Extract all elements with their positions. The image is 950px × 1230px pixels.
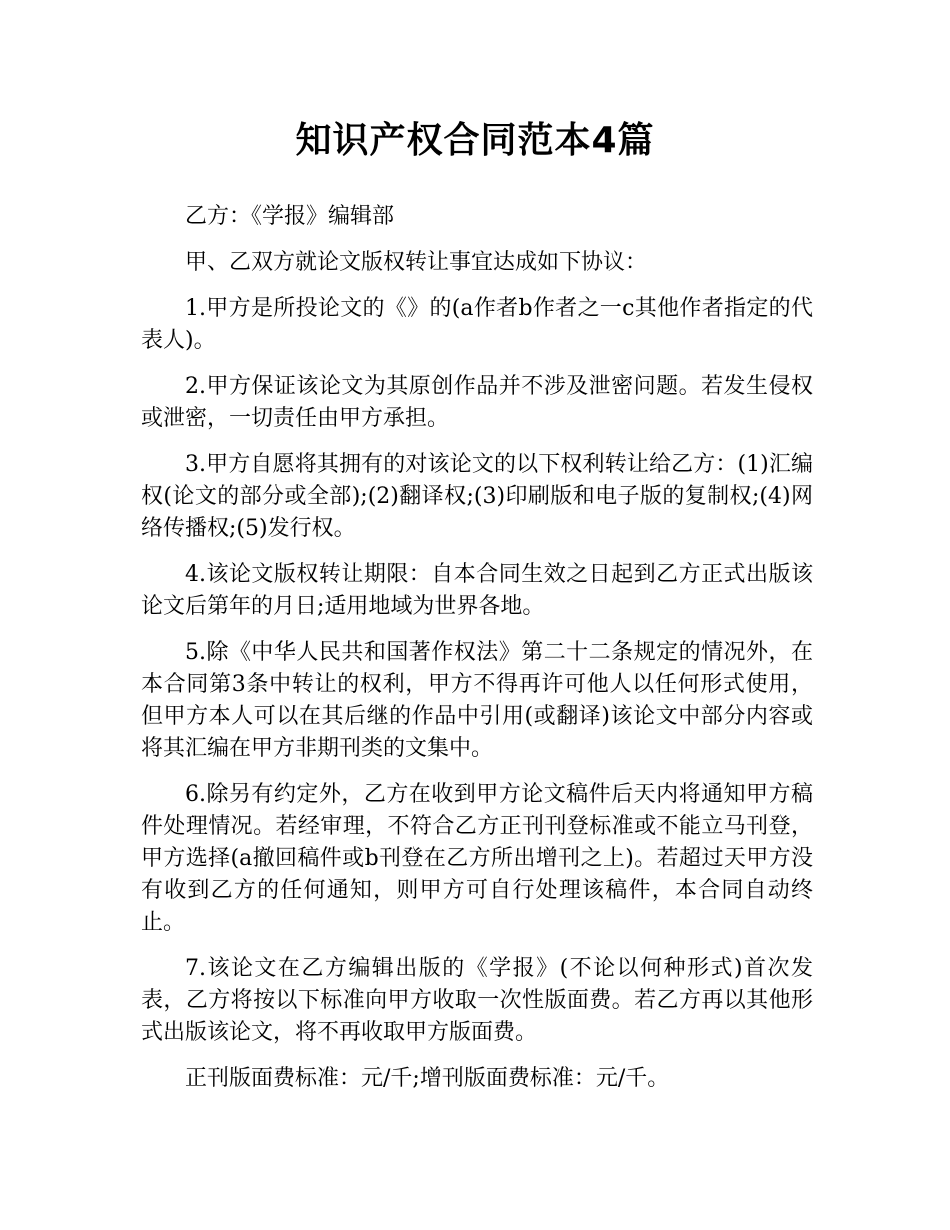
paragraph-clause-1: 1.甲方是所投论文的《》的(a作者b作者之一c其他作者指定的代表人)。 [141,296,813,353]
paragraph-clause-6: 6.除另有约定外，乙方在收到甲方论文稿件后天内将通知甲方稿件处理情况。若经审理，不符合乙方正刊刊登标准或不能立马刊登，甲方选择(a撤回稿件或b刊登在乙方所出增刊之上)。若超过天甲方没有收到乙方的任何通知，则甲方可自行处理该稿件，本合同自动终止。 [141,782,813,935]
page-title: 知识产权合同范本4篇 [295,120,655,161]
paragraph-clause-3: 3.甲方自愿将其拥有的对该论文的以下权利转让给乙方：(1)汇编权(论文的部分或全部);(2)翻译权;(3)印刷版和电子版的复制权;(4)网络传播权;(5)发行权。 [141,452,813,541]
document-body [141,201,813,1109]
paragraph-party-b: 乙方：《学报》编辑部 [185,204,395,229]
paragraph-agreement-intro: 甲、乙双方就论文版权转让事宜达成如下协议： [185,250,648,275]
paragraph-fee-standard: 正刊版面费标准：元/千;增刊版面费标准：元/千。 [185,1066,670,1091]
paragraph-clause-2: 2.甲方保证该论文为其原创作品并不涉及泄密问题。若发生侵权或泄密，一切责任由甲方承担。 [141,374,813,431]
paragraph-clause-5: 5.除《中华人民共和国著作权法》第二十二条规定的情况外，在本合同第3条中转让的权利，甲方不得再许可他人以任何形式使用，但甲方本人可以在其后继的作品中引用(或翻译)该论文中部分内容或将其汇编在甲方非期刊类的文集中。 [141,640,813,761]
paragraph-clause-4: 4.该论文版权转让期限：自本合同生效之日起到乙方正式出版该论文后第年的月日;适用地域为世界各地。 [141,562,813,619]
paragraph-clause-7: 7.该论文在乙方编辑出版的《学报》(不论以何种形式)首次发表，乙方将按以下标准向甲方收取一次性版面费。若乙方再以其他形式出版该论文，将不再收取甲方版面费。 [141,956,813,1045]
